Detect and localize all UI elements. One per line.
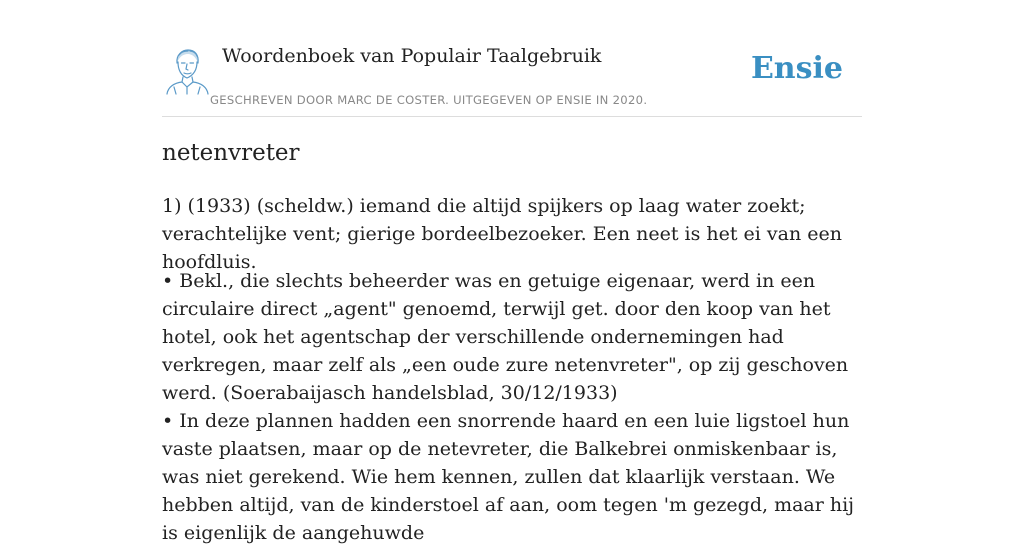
byline: GESCHREVEN DOOR MARC DE COSTER. UITGEGEVEN OP ENSIE IN 2020.: [210, 93, 648, 107]
entry-term: netenvreter: [162, 140, 300, 166]
author-portrait-icon: [164, 47, 210, 95]
book-title[interactable]: Woordenboek van Populair Taalgebruik: [222, 45, 602, 67]
brand-logo[interactable]: Ensie: [750, 51, 843, 86]
content: [162, 0, 862, 544]
quote-item: • In deze plannen hadden een snorrende haard en een luie ligstoel hun vaste plaatsen, maar op de netevreter, die Balkebrei onmiskenbaar is, was niet gerekend. Wie hem kennen, zullen dat klaarlijk verstaan. We hebben altijd, van de kinderstoel af aan, oom tegen 'm gezegd, maar hij is eigenlijk de aangehuwde: [162, 410, 855, 544]
entry-definition: 1) (1933) (scheldw.) iemand die altijd spijkers op laag water zoekt; verachtelijke vent; gierige bordeelbezoeker. Een neet is het ei van een hoofdluis.: [162, 195, 842, 273]
quote-item: • Bekl., die slechts beheerder was en getuige eigenaar, werd in een circulaire direct „agent" genoemd, terwijl get. door den koop van het hotel, ook het agentschap der verschillende ondernemingen had verkregen, maar zelf als „een oude zure netenvreter", op zij geschoven werd. (Soerabaijasch handelsblad, 30/12/1933): [162, 270, 849, 404]
entry-quotes: [162, 267, 862, 547]
header: [162, 0, 862, 117]
